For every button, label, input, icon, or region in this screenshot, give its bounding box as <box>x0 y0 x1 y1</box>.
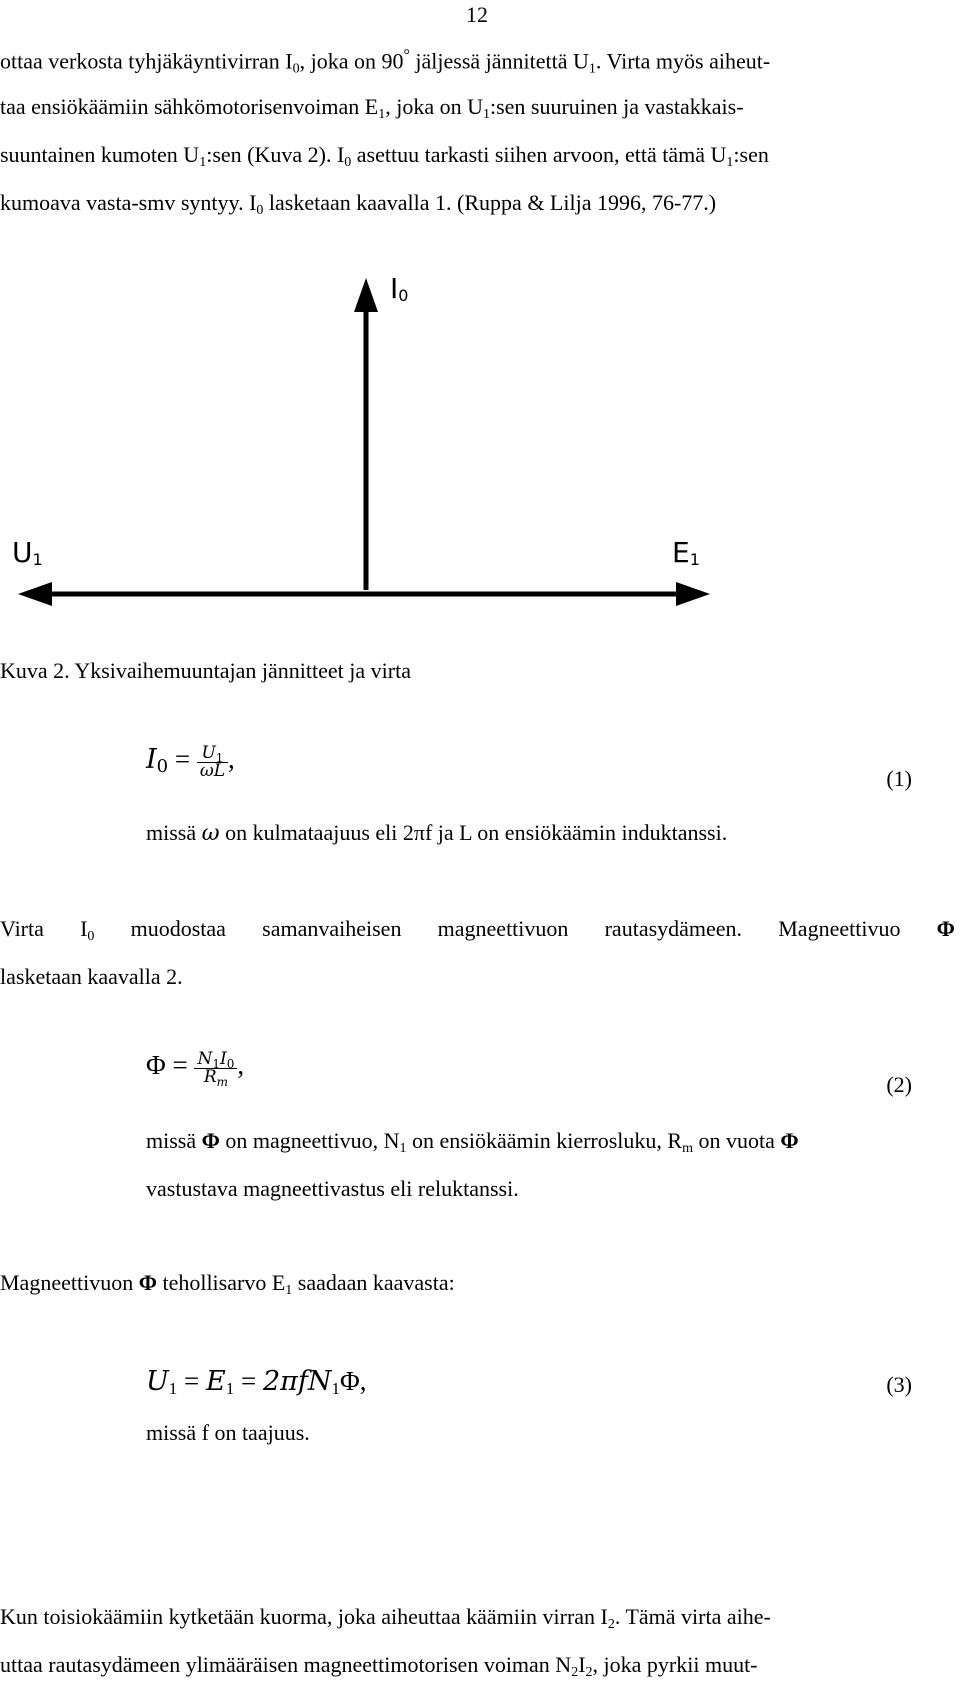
equation-number-3: (3) <box>886 1372 912 1397</box>
text-line: Kun toisiokäämiin kytketään kuorma, joka aiheuttaa käämiin virran $I_2$. Tämä virta aihe- <box>0 1604 771 1632</box>
equation-2: Φ = $\frac{N_1I_0}{R_m}$ , <box>146 1048 245 1090</box>
text-line: taa ensiökäämiin sähkömotorisenvoiman $E_1$, joka on $U_1:sen$ suuruinen ja vastakkais- <box>0 94 744 122</box>
equation-1-description: missä ω on kulmataajuus eli 2πf ja L on ensiökäämin induktanssi. <box>146 820 728 846</box>
equation-3-description: missä f on taajuus. <box>146 1420 310 1445</box>
text-line: Virta $I_0$ muodostaa samanvaiheisen magneettivuon rautasydämeen. Magneettivuo Φ <box>0 916 955 944</box>
equation-2-description: missä Φ on magneettivuo, $N_1$ on ensiökäämin kierrosluku, $R_m$ on vuota Φ <box>146 1128 799 1156</box>
page-number: 12 <box>466 2 488 27</box>
figure-caption: Kuva 2. Yksivaihemuuntajan jännitteet ja virta <box>0 658 411 683</box>
equation-1: $I_0$ = $\frac{U_1}{\omega L}$ , <box>146 742 235 782</box>
equation-2-description-cont: vastustava magneettivastus eli reluktanssi. <box>146 1176 519 1201</box>
label-i0: I0 <box>390 272 409 305</box>
text-line: uttaa rautasydämeen ylimääräisen magneettimotorisen voiman $N_2I_2$, joka pyrkii muut- <box>0 1652 758 1680</box>
fraction: $\frac{U_1}{\omega L}$ <box>197 745 228 782</box>
phasor-diagram-svg <box>0 260 720 620</box>
text-line: lasketaan kaavalla 2. <box>0 964 183 989</box>
text-line: Magneettivuon Φ tehollisarvo $E_1$ saadaan kaavasta: <box>0 1270 455 1298</box>
label-e1: E1 <box>672 536 700 569</box>
e1-arrowhead <box>676 582 710 606</box>
text-line: suuntainen kumoten $U_1:sen$ (Kuva 2). $I_0$ asettuu tarkasti siihen arvoon, että tämä $U_1:sen$ <box>0 142 769 170</box>
label-u1: U1 <box>12 536 43 569</box>
text-line: kumoava vasta-smv syntyy. $I_0$ lasketaan kaavalla 1. (Ruppa & Lilja 1996, 76-77.) <box>0 190 717 218</box>
i0-arrowhead <box>354 278 378 312</box>
u1-arrowhead <box>18 582 52 606</box>
fraction: $\frac{N_1I_0}{R_m}$ <box>194 1051 237 1088</box>
text-line: ottaa verkosta tyhjäkäyntivirran $I_0$, joka on 90° jäljessä jännitettä $U_1$. Virta myös aiheut- <box>0 47 771 77</box>
equation-number-1: (1) <box>886 766 912 791</box>
equation-number-2: (2) <box>886 1072 912 1097</box>
equation-3: $U_1 = E_1 = 2\pi fN_1\Phi$, <box>146 1366 367 1398</box>
phasor-diagram <box>0 260 720 620</box>
